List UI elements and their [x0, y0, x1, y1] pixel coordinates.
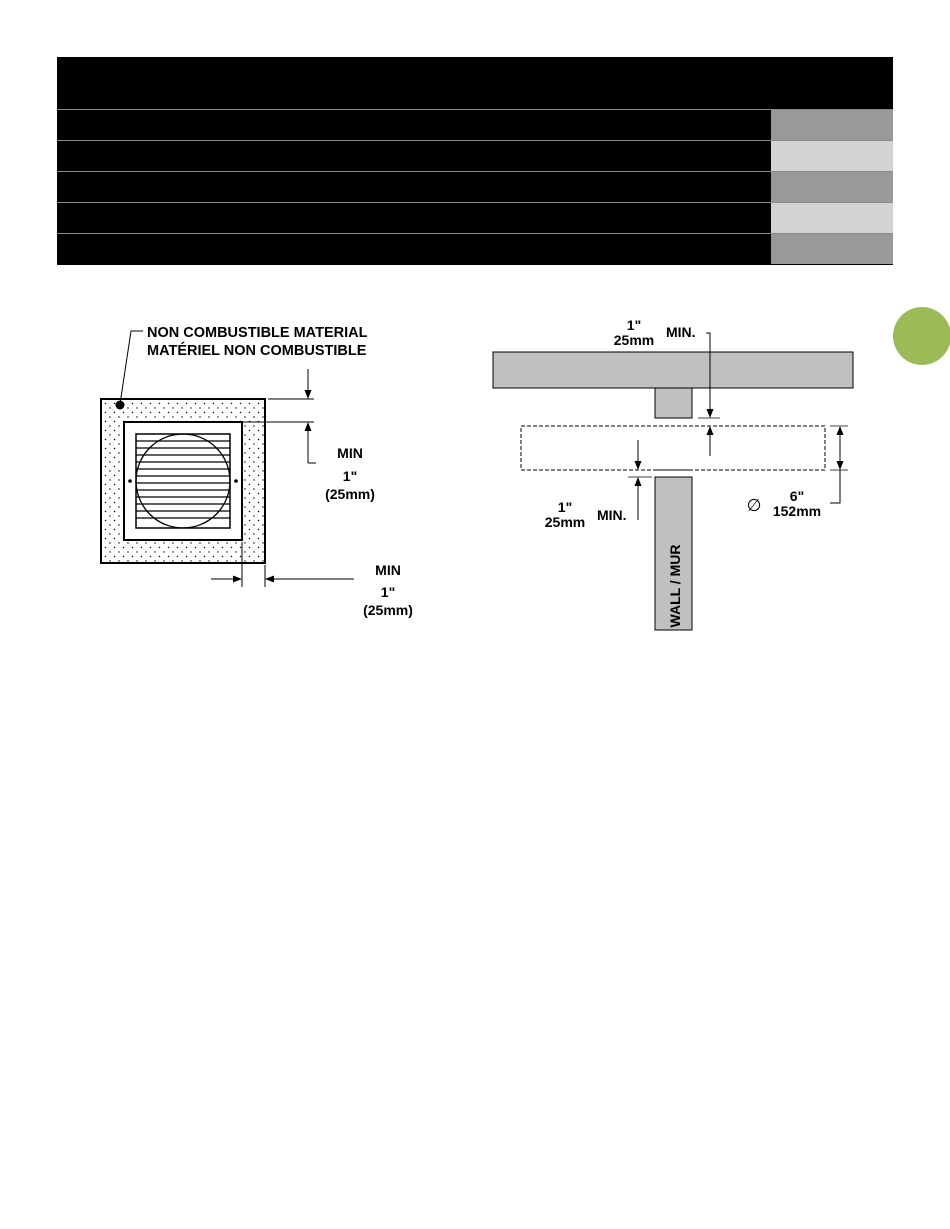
clearance-diagram — [0, 290, 950, 650]
screw-hole-right — [234, 479, 238, 483]
row-label — [57, 203, 770, 233]
bottom-gap-inch: 1" — [557, 499, 573, 515]
table-row — [57, 141, 893, 171]
row-value — [771, 172, 893, 202]
screw-hole-left — [128, 479, 132, 483]
row-label — [57, 141, 770, 171]
table-row — [57, 172, 893, 202]
table-row — [57, 110, 893, 140]
row-value — [771, 110, 893, 140]
side-clearance-mm: (25mm) — [363, 602, 413, 618]
dim-arrow-up-icon — [837, 426, 844, 435]
top-gap-min: MIN. — [666, 324, 696, 340]
side-clearance-min: MIN — [375, 562, 401, 578]
row-value — [771, 141, 893, 171]
side-view-diagram — [493, 317, 853, 630]
top-clearance-mm: (25mm) — [325, 486, 375, 502]
wall-label: WALL / MUR — [667, 544, 683, 628]
bottom-gap-mm: 25mm — [544, 514, 586, 530]
dim-arrow-right-icon — [233, 576, 242, 583]
top-clearance-inch: 1" — [342, 468, 358, 484]
dim-arrow-down-icon — [837, 461, 844, 470]
dim-arrow-down-icon — [305, 390, 312, 399]
top-gap-mm: 25mm — [613, 332, 655, 348]
material-leader-line — [120, 331, 143, 404]
front-view-diagram — [101, 325, 413, 618]
material-label-en: NON COMBUSTIBLE MATERIAL — [147, 325, 368, 341]
dim-arrow-up-icon — [635, 477, 642, 486]
row-value — [771, 234, 893, 264]
row-label — [57, 172, 770, 202]
diameter-mm: 152mm — [772, 503, 822, 519]
dim-arrow-up-icon — [305, 422, 312, 431]
top-gap-inch: 1" — [626, 317, 642, 333]
spec-table — [57, 57, 893, 265]
top-beam — [493, 352, 853, 388]
table-header — [57, 57, 893, 109]
bottom-gap-min: MIN. — [597, 507, 627, 523]
table-row — [57, 203, 893, 233]
duct-pipe — [521, 426, 825, 470]
material-label-fr: MATÉRIEL NON COMBUSTIBLE — [147, 343, 367, 359]
diameter-inch: 6" — [789, 488, 805, 504]
dim-arrow-left-icon — [265, 576, 274, 583]
dim-leader-line — [830, 470, 840, 503]
dim-arrow-down-icon — [707, 409, 714, 418]
table-row — [57, 234, 893, 264]
wall-upper-segment — [655, 388, 692, 418]
row-value — [771, 203, 893, 233]
side-clearance-inch: 1" — [380, 584, 396, 600]
row-label — [57, 110, 770, 140]
row-label — [57, 234, 770, 264]
top-clearance-min: MIN — [337, 445, 363, 461]
diameter-symbol-icon: ∅ — [746, 496, 762, 515]
